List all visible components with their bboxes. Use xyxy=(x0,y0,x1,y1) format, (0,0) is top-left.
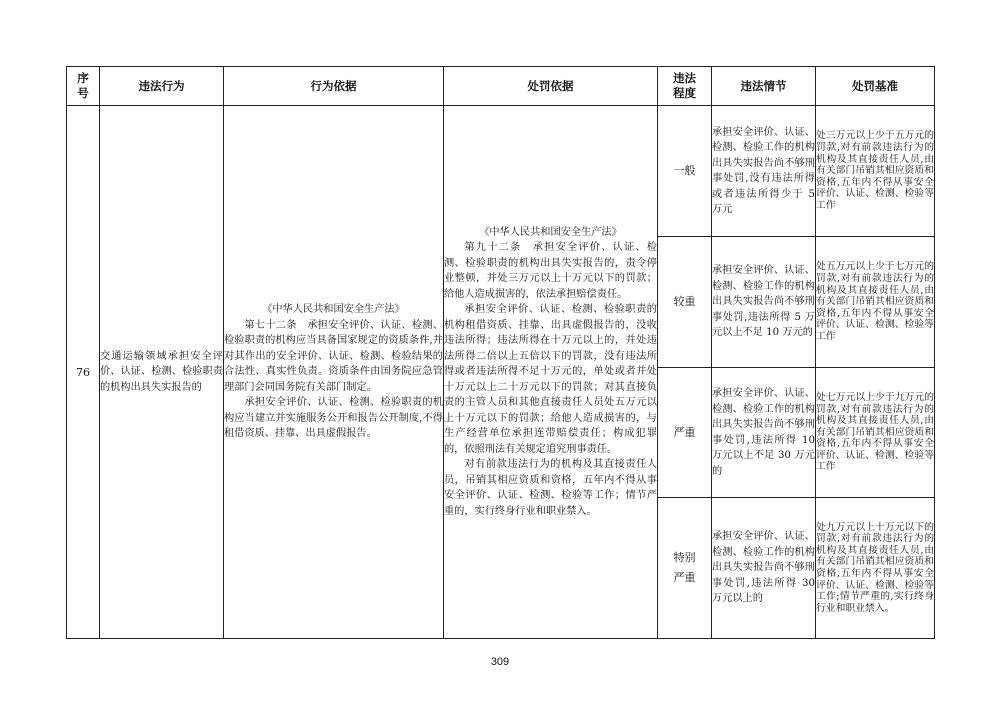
grade-circumstance: 承担安全评价、认证、检测、检验工作的机构出具失实报告尚不够刑事处罚,违法所得 30 万元以上的 xyxy=(712,498,816,639)
behavior-basis-law-title: 《中华人民共和国安全生产法》 xyxy=(262,304,405,316)
behavior-basis-paragraph: 承担安全评价、认证、检测、检验职责的机构应当建立并实施服务公开和报告公开制度,不得租借资质、挂靠、出具虚假报告。 xyxy=(224,397,443,440)
grade-circumstance: 承担安全评价、认证、检测、检验工作的机构出具失实报告尚不够刑事处罚,违法所得 5 万元以上不足 10 万元的 xyxy=(712,237,816,368)
grade-standard: 处七万元以上少于九万元的罚款,对有前款违法行为的机构及其直接责任人员,由有关部门吊销其相应资质和资格,五年内不得从事安全评价、认证、检测、检验等工作 xyxy=(816,368,935,498)
header-seq: 序号 xyxy=(67,67,100,106)
grade-standard: 处五万元以上少于七万元的罚款,对有前款违法行为的机构及其直接责任人员,由有关部门吊销其相应资质和资格,五年内不得从事安全评价、认证、检测、检验等工作 xyxy=(816,237,935,368)
page-number: 309 xyxy=(490,656,510,668)
header-degree: 违法程度 xyxy=(658,67,712,106)
grade-degree: 严重 xyxy=(658,368,712,498)
penalty-basis-paragraph: 第九十二条 承担安全评价、认证、检测、检验职责的机构出具失实报告的，责令停业整顿，并处三万元以上十万元以下的罚款；给他人造成损害的，依法承担赔偿责任。 xyxy=(444,242,657,300)
row-seq: 76 xyxy=(67,106,100,639)
grade-circumstance: 承担安全评价、认证、检测、检验工作的机构出具失实报告尚不够刑事处罚,违法所得 10 万元以上不足 30 万元的 xyxy=(712,368,816,498)
row-behavior: 交通运输领域承担安全评价、认证、检测、检验职责的机构出具失实报告的 xyxy=(100,106,224,639)
header-penalty-basis: 处罚依据 xyxy=(444,67,658,106)
header-circumstance: 违法情节 xyxy=(712,67,816,106)
row-penalty-basis xyxy=(444,106,658,639)
grade-circumstance: 承担安全评价、认证、检测、检验工作的机构出具失实报告尚不够刑事处罚,没有违法所得或者违法所得少于 5 万元 xyxy=(712,106,816,237)
grade-standard: 处九万元以上十万元以下的罚款,对有前款违法行为的机构及其直接责任人员,由有关部门吊销其相应资质和资格,五年内不得从事安全评价、认证、检测、检验等工作;情节严重的,实行终身行业和职业禁入。 xyxy=(816,498,935,639)
table-row xyxy=(67,106,935,237)
penalty-basis-law-title: 《中华人民共和国安全生产法》 xyxy=(479,226,622,238)
penalty-basis-paragraph: 承担安全评价、认证、检测、检验职责的机构租借资质、挂靠、出具虚假报告的，没收违法所得；违法所得在十万元以上的，并处违法所得二倍以上五倍以下的罚款，没有违法所得或者违法所得不足十万元的，单处或者并处十万元以上二十万元以下的罚款；对其直接负责的主管人员和其他直接责任人员处五万元以上十万元以下的罚款；给他人造成损害的，与生产经营单位承担连带赔偿责任；构成犯罪的，依照刑法有关规定追究刑事责任。 xyxy=(444,304,657,455)
grade-standard: 处三万元以上少于五万元的罚款,对有前款违法行为的机构及其直接责任人员,由有关部门吊销其相应资质和资格,五年内不得从事安全评价、认证、检测、检验等工作 xyxy=(816,106,935,237)
penalty-standard-table xyxy=(66,66,935,639)
header-standard: 处罚基准 xyxy=(816,67,935,106)
header-row xyxy=(67,67,935,106)
row-behavior-basis xyxy=(224,106,444,639)
grade-degree: 较重 xyxy=(658,237,712,368)
header-behavior-basis: 行为依据 xyxy=(224,67,444,106)
grade-degree: 一般 xyxy=(658,106,712,237)
penalty-basis-paragraph: 对有前款违法行为的机构及其直接责任人员，吊销其相应资质和资格，五年内不得从事安全评价、认证、检测、检验等工作；情节严重的，实行终身行业和职业禁入。 xyxy=(444,459,657,517)
header-behavior: 违法行为 xyxy=(100,67,224,106)
behavior-basis-paragraph: 第七十二条 承担安全评价、认证、检测、检验职责的机构应当具备国家规定的资质条件,并对其作出的安全评价、认证、检测、检验结果的合法性、真实性负责。资质条件由国务院应急管理部门会同国务院有关部门制定。 xyxy=(224,319,443,393)
grade-degree: 特别严重 xyxy=(658,498,712,639)
